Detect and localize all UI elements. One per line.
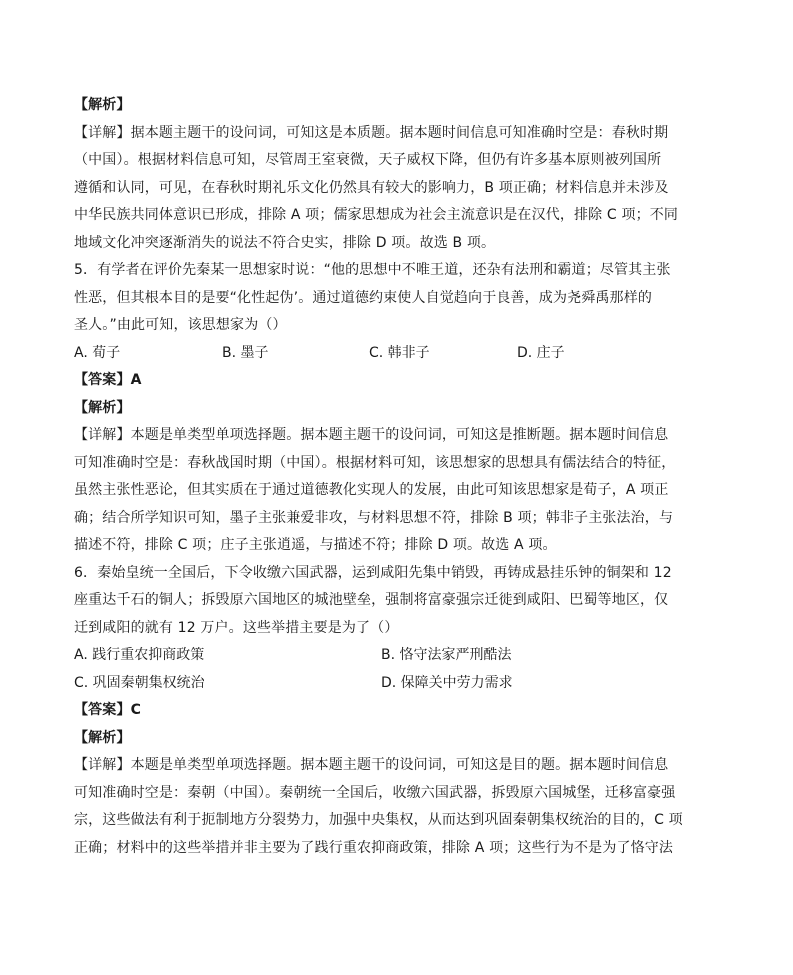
document-content [74,92,683,862]
question-5-option-c: C. 韩非子 [369,344,430,361]
question-5-stem-line: 5．有学者在评价先秦某一思想家时说：“他的思想中不唯王道，还杂有法刑和霸道；尽管其主张 [74,262,671,278]
question-5-stem-line: 性恶，但其根本目的是要“化性起伪’。通过道德约束使人自觉趋向于良善，成为尧舜禹那样的 [74,289,653,306]
analysis-detail-line: 【详解】据本题主题干的设问词，可知这是本质题。据本题时间信息可知准确时空是：春秋时期 [74,124,669,141]
question-5-detail-line: 虽然主张性恶论，但其实质在于通过道德教化实现人的发展，由此可知该思想家是荀子，A 项正 [74,482,669,498]
question-6-detail-line: 可知准确时空是：秦朝（中国）。秦朝统一全国后，收缴六国武器，拆毁原六国城堡，迁移富豪强 [74,784,676,801]
question-6-option-c: C. 巩固秦朝集权统治 [74,674,205,691]
question-5-stem-line: 圣人。”由此可知，该思想家为（） [74,317,287,333]
analysis-label: 【解析】 [74,97,131,113]
question-6-detail-line: 宗，这些做法有利于扼制地方分裂势力，加强中央集权，从而达到巩固秦朝集权统治的目的，C 项 [74,812,683,828]
question-6-analysis-label: 【解析】 [74,729,131,746]
question-6-options-row-1 [74,642,674,670]
analysis-detail-line: 地域文化冲突逐渐消失的说法不符合史实，排除 D 项。故选 B 项。 [74,234,496,251]
question-5-detail-line: 描述不符，排除 C 项；庄子主张逍遥，与描述不符；排除 D 项。故选 A 项。 [74,537,557,553]
question-5-option-b: B. 墨子 [222,344,269,361]
question-6-stem-line: 座重达千石的铜人；拆毁原六国地区的城池壁垒，强制将富豪强宗迁徙到咸阳、巴蜀等地区，仅 [74,592,669,608]
question-5-options [74,340,674,368]
question-6-option-d: D. 保障关中劳力需求 [381,674,513,691]
analysis-detail-line: 遵循和认同，可见，在春秋时期礼乐文化仍然具有较大的影响力，B 项正确；材料信息并未涉及 [74,179,669,196]
question-6-stem-line: 迁到咸阳的就有 12 万户。这些举措主要是为了（） [74,619,399,636]
question-5-detail-line: 【详解】本题是单类型单项选择题。据本题主题干的设问词，可知这是推断题。据本题时间信息 [74,427,669,443]
question-5-option-d: D. 庄子 [517,344,565,361]
question-6-option-a: A. 践行重农抑商政策 [74,647,205,663]
question-5-detail-line: 确；结合所学知识可知，墨子主张兼爱非攻，与材料思想不符，排除 B 项；韩非子主张法治，与 [74,509,674,526]
analysis-detail-line: （中国）。根据材料信息可知，尽管周王室衰微，天子威权下降，但仍有许多基本原则被列国所 [74,152,662,168]
analysis-detail-line: 中华民族共同体意识已形成，排除 A 项；儒家思想成为社会主流意识是在汉代，排除 C 项；不同 [74,207,679,223]
question-6-options-row-2 [74,670,674,698]
question-6-detail-line: 正确；材料中的这些举措并非主要为了践行重农抑商政策，排除 A 项；这些行为不是为了恪守法 [74,839,674,856]
question-5-answer: 【答案】A [74,372,142,388]
question-5-option-a: A. 荀子 [74,344,121,361]
question-6-answer: 【答案】C [74,702,142,718]
question-5-analysis-label: 【解析】 [74,399,131,416]
question-6-detail-line: 【详解】本题是单类型单项选择题。据本题主题干的设问词，可知这是目的题。据本题时间信息 [74,757,669,773]
question-6-stem-line: 6．秦始皇统一全国后，下令收缴六国武器，运到咸阳先集中销毁，再铸成悬挂乐钟的铜架和 12 [74,564,672,581]
question-5-detail-line: 可知准确时空是：春秋战国时期（中国）。根据材料可知，该思想家的思想具有儒法结合的特征， [74,454,676,471]
question-6-option-b: B. 恪守法家严刑酷法 [381,647,512,663]
